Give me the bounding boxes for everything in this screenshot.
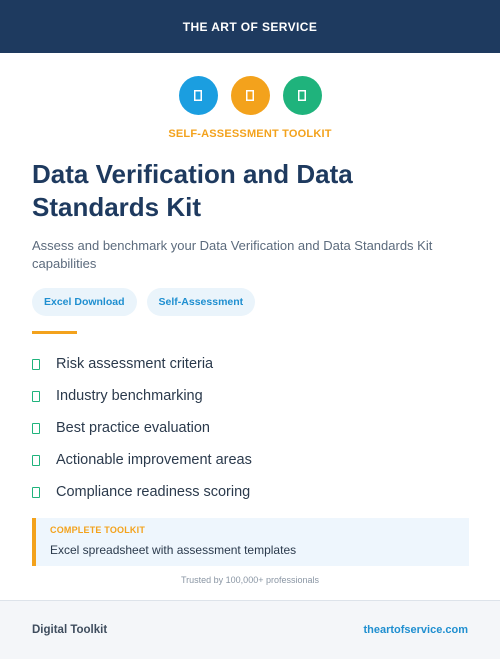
trust-note: Trusted by 100,000+ professionals	[180, 575, 319, 585]
feature-item	[32, 476, 252, 508]
header-bar	[0, 0, 500, 53]
feature-item	[32, 380, 252, 412]
document-icon	[231, 76, 270, 115]
feature-label: Industry benchmarking	[56, 388, 203, 404]
brand-title: THE ART OF SERVICE	[182, 19, 318, 34]
website-link[interactable]: theartofservice.com	[363, 624, 468, 636]
document-icon	[179, 76, 218, 115]
tag-list	[32, 288, 255, 316]
checkbox-icon	[32, 359, 40, 370]
feature-label: Actionable improvement areas	[56, 452, 252, 468]
feature-list	[32, 348, 252, 508]
toolkit-kicker: SELF-ASSESSMENT TOOLKIT	[168, 128, 332, 140]
document-icon	[283, 76, 322, 115]
icon-row	[0, 76, 500, 115]
feature-item	[32, 412, 252, 444]
footer-label: Digital Toolkit	[32, 624, 108, 636]
callout-text: Excel spreadsheet with assessment templates	[50, 543, 297, 557]
feature-item	[32, 348, 252, 380]
tag-self-assessment: Self-Assessment	[147, 288, 256, 316]
page-subtitle: Assess and benchmark your Data Verification and Data Standards Kit capabilities	[32, 238, 433, 271]
feature-item	[32, 444, 252, 476]
feature-label: Risk assessment criteria	[56, 356, 214, 372]
accent-divider	[32, 331, 77, 334]
checkbox-icon	[32, 455, 40, 466]
feature-label: Compliance readiness scoring	[56, 484, 251, 500]
callout-kicker: COMPLETE TOOLKIT	[50, 525, 146, 535]
tag-excel-download: Excel Download	[32, 288, 137, 316]
feature-label: Best practice evaluation	[56, 420, 210, 436]
checkbox-icon	[32, 487, 40, 498]
checkbox-icon	[32, 391, 40, 402]
checkbox-icon	[32, 423, 40, 434]
footer-bar	[0, 600, 500, 659]
toolkit-callout	[32, 518, 469, 566]
page-title: Data Verification and Data Standards Kit	[32, 159, 353, 222]
